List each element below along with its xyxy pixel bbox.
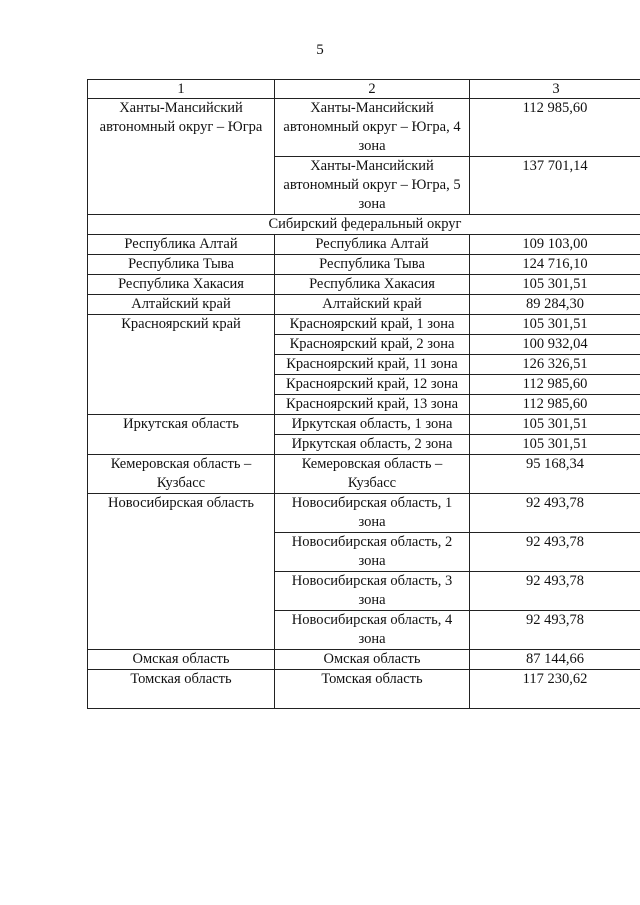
- zone-cell: Новосибирская область, 3 зона: [275, 572, 470, 611]
- value-cell: 105 301,51: [470, 415, 640, 435]
- zone-cell: Иркутская область, 1 зона: [275, 415, 470, 435]
- value-cell: 124 716,10: [470, 255, 640, 275]
- zone-cell: Иркутская область, 2 зона: [275, 435, 470, 455]
- zone-cell: Красноярский край, 11 зона: [275, 355, 470, 375]
- zone-cell: Ханты-Мансийский автономный округ – Югра, 5 зона: [275, 157, 470, 215]
- zone-cell: Красноярский край, 12 зона: [275, 375, 470, 395]
- zone-cell: Томская область: [275, 670, 470, 709]
- value-cell: 109 103,00: [470, 235, 640, 255]
- value-cell: 92 493,78: [470, 611, 640, 650]
- zone-cell: Омская область: [275, 650, 470, 670]
- value-cell: 112 985,60: [470, 99, 640, 157]
- table-row: [88, 99, 640, 157]
- section-row: [88, 215, 640, 235]
- header-col-3: 3: [470, 80, 640, 99]
- value-cell: 92 493,78: [470, 533, 640, 572]
- table-row: [88, 315, 640, 335]
- value-cell: 95 168,34: [470, 455, 640, 494]
- value-cell: 92 493,78: [470, 572, 640, 611]
- zone-cell: Новосибирская область, 2 зона: [275, 533, 470, 572]
- zone-cell: Красноярский край, 13 зона: [275, 395, 470, 415]
- page-number: 5: [316, 42, 324, 58]
- region-cell: Республика Алтай: [88, 235, 275, 255]
- zone-cell: Ханты-Мансийский автономный округ – Югра, 4 зона: [275, 99, 470, 157]
- region-cell: Ханты-Мансийский автономный округ – Югра: [88, 99, 275, 215]
- value-cell: 137 701,14: [470, 157, 640, 215]
- zone-cell: Красноярский край, 1 зона: [275, 315, 470, 335]
- table-row: [88, 494, 640, 533]
- value-cell: 117 230,62: [470, 670, 640, 709]
- zone-cell: Кемеровская область – Кузбасс: [275, 455, 470, 494]
- table-row: [88, 415, 640, 435]
- section-title: Сибирский федеральный округ: [88, 215, 640, 235]
- region-cell: Новосибирская область: [88, 494, 275, 650]
- value-cell: 112 985,60: [470, 375, 640, 395]
- region-cell: Красноярский край: [88, 315, 275, 415]
- zone-cell: Новосибирская область, 4 зона: [275, 611, 470, 650]
- header-col-1: 1: [88, 80, 275, 99]
- value-cell: 105 301,51: [470, 315, 640, 335]
- region-cell: Республика Хакасия: [88, 275, 275, 295]
- region-cell: Республика Тыва: [88, 255, 275, 275]
- value-cell: 92 493,78: [470, 494, 640, 533]
- zone-cell: Республика Тыва: [275, 255, 470, 275]
- value-cell: 105 301,51: [470, 275, 640, 295]
- region-cell: Омская область: [88, 650, 275, 670]
- zone-cell: Новосибирская область, 1 зона: [275, 494, 470, 533]
- table-row: [88, 295, 640, 315]
- value-cell: 87 144,66: [470, 650, 640, 670]
- value-cell: 126 326,51: [470, 355, 640, 375]
- region-cell: Кемеровская область – Кузбасс: [88, 455, 275, 494]
- zone-cell: Республика Алтай: [275, 235, 470, 255]
- region-cell: Иркутская область: [88, 415, 275, 455]
- table-row: [88, 235, 640, 255]
- table-row: [88, 275, 640, 295]
- value-cell: 105 301,51: [470, 435, 640, 455]
- zone-cell: Республика Хакасия: [275, 275, 470, 295]
- region-cell: Алтайский край: [88, 295, 275, 315]
- value-cell: 89 284,30: [470, 295, 640, 315]
- table-row: [88, 670, 640, 709]
- table-row: [88, 650, 640, 670]
- table-row: [88, 255, 640, 275]
- table-row: [88, 455, 640, 494]
- zone-cell: Красноярский край, 2 зона: [275, 335, 470, 355]
- value-cell: 112 985,60: [470, 395, 640, 415]
- header-col-2: 2: [275, 80, 470, 99]
- region-cell: Томская область: [88, 670, 275, 709]
- value-cell: 100 932,04: [470, 335, 640, 355]
- tariff-table: [87, 79, 640, 709]
- table-header-row: [88, 80, 640, 99]
- zone-cell: Алтайский край: [275, 295, 470, 315]
